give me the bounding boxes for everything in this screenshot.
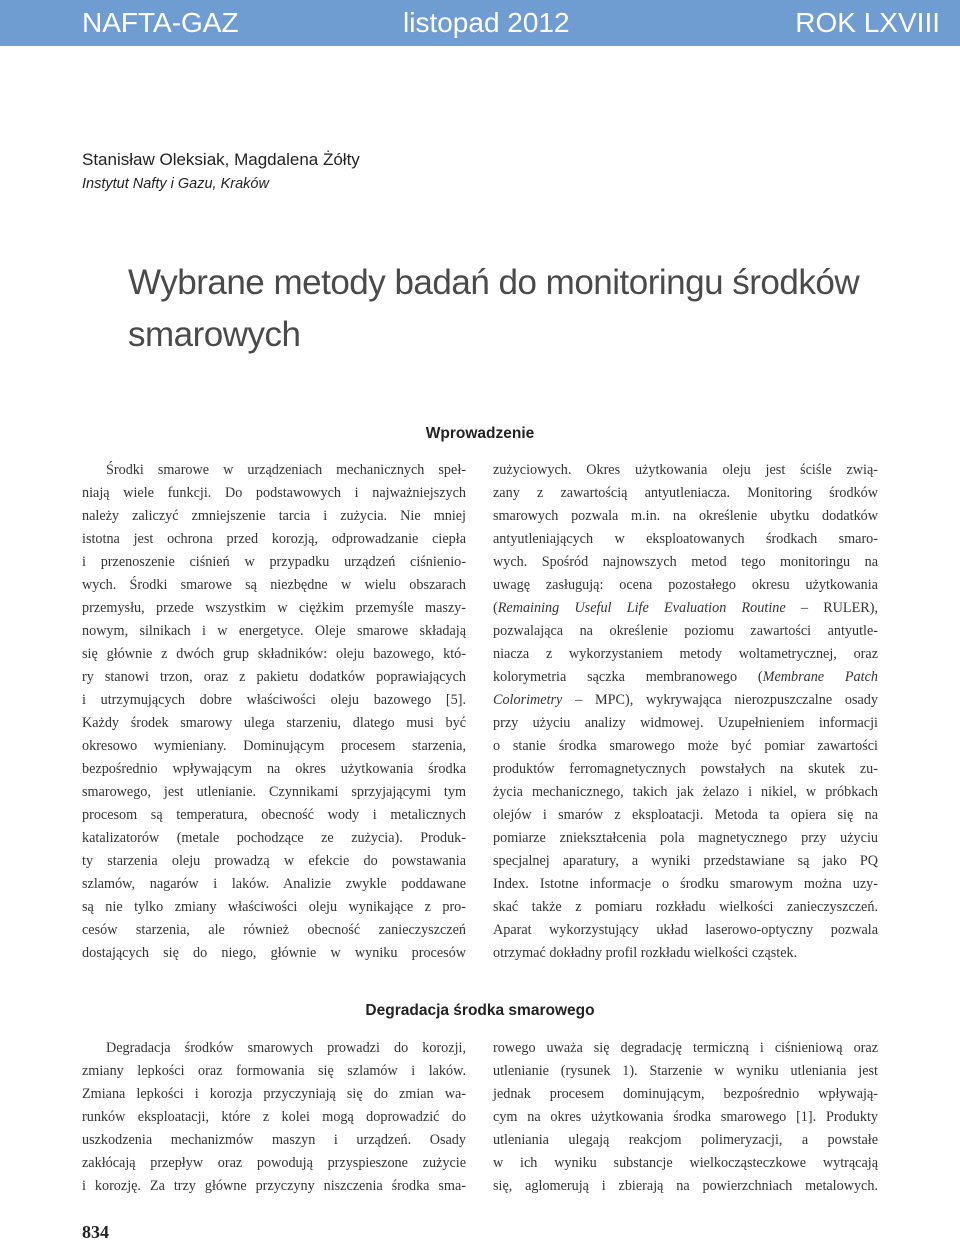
text-line: Index. Istotne informacje o środku smarowym można uzy- [493, 876, 878, 892]
text-line: katalizatorów (metale pochodzące ze zużycia). Produk- [82, 830, 466, 846]
emphasis-term: Remaining Useful Life Evaluation Routine [497, 600, 786, 616]
text-line: bezpośrednio wpływającym na okres użytkowania środka [82, 761, 466, 777]
text-line: ry stanowi trzon, oraz z pakietu dodatków poprawiających [82, 669, 466, 685]
article-title [128, 257, 908, 361]
text-line: zużyciowych. Okres użytkowania oleju jest ściśle zwią- [493, 462, 878, 478]
text-line: produktów ferromagnetycznych powstałych na skutek zu- [493, 761, 878, 777]
text-line: nowym, silnikach i w energetyce. Oleje smarowe składają [82, 623, 466, 639]
text-line: specjalnej aparatury, a wyniki przedstawiane są jako PQ [493, 853, 878, 869]
text-line: ty starzenia oleju prowadzą w efekcie do powstawania [82, 853, 466, 869]
text-line: jednak procesem dominującym, bezpośrednio wpływają- [493, 1086, 878, 1102]
text-line: przy użyciu analizy widmowej. Uzupełnieniem informacji [493, 715, 878, 731]
text-line: skać także z pomiaru rozkładu wielkości zanieczyszczeń. [493, 899, 878, 915]
text-line: wych. Spośród najnowszych metod tego monitoringu na [493, 554, 878, 570]
text-line: runków eksploatacji, które z kolei mogą doprowadzić do [82, 1109, 466, 1125]
intro-left-column [82, 459, 466, 965]
text-line: w ich wyniku substancje wielkocząsteczkowe wytrącają [493, 1155, 878, 1171]
text-line: istotna jest ochrona przed korozją, odprowadzanie ciepła [82, 531, 466, 547]
emphasis-term: Membrane Patch [762, 669, 878, 685]
text-fragment: – RULER), [785, 600, 878, 616]
text-line: utlenianie (rysunek 1). Starzenie w wyniku utleniania jest [493, 1063, 878, 1079]
text-line [493, 666, 878, 689]
text-line: smarowego, jest utlenianie. Czynnikami sprzyjającymi tym [82, 784, 466, 800]
text-line: okresowo wymieniany. Dominującym procesem starzenia, [82, 738, 466, 754]
text-line: procesom są temperatura, obecność wody i metalicznych [82, 807, 466, 823]
text-line [493, 597, 878, 620]
text-line: się głównie z dwóch grup składników: oleju bazowego, któ- [82, 646, 466, 662]
title-line: Wybrane metody badań do monitoringu środków [128, 263, 860, 302]
issue-date: listopad 2012 [403, 7, 570, 38]
text-line: pozwalająca na określenie poziomu zawartości antyutle- [493, 623, 878, 639]
text-line: smarowych pozwala m.in. na określenie ubytku dodatków [493, 508, 878, 524]
section-heading-intro: Wprowadzenie [425, 425, 535, 442]
text-line: o stanie środka smarowego może być pomiar zawartości [493, 738, 878, 754]
text-line: i korozję. Za trzy główne przyczyny niszczenia środka sma- [82, 1178, 466, 1194]
text-line: zany z zawartością antyutleniacza. Monitoring środków [493, 485, 878, 501]
text-line: dostających się do niego, głównie w wyniku procesów [82, 945, 466, 961]
text-fragment: ( [493, 600, 498, 616]
text-line: i przenoszenie ciśnień w przypadku urządzeń ciśnienio- [82, 554, 466, 570]
text-line: olejów i smarów z eksploatacji. Metoda ta opiera się na [493, 807, 878, 823]
text-line: cym na okres użytkowania środka smarowego [1]. Produkty [493, 1109, 878, 1125]
degradation-left-column [82, 1037, 466, 1198]
text-line [493, 689, 878, 712]
text-line: życia mechanicznego, takich jak żelazo i nikiel, w próbkach [493, 784, 878, 800]
text-line: pomiarze zniekształcenia pola magnetycznego przy użyciu [493, 830, 878, 846]
emphasis-term: Colorimetry [493, 692, 563, 708]
text-line: należy zaliczyć zmniejszenie tarcia i zużycia. Nie mniej [82, 508, 466, 524]
text-line: niacza z wykorzystaniem metody woltametrycznej, oraz [493, 646, 878, 662]
text-line: są nie tylko zmiany właściwości oleju wynikające z pro- [82, 899, 466, 915]
text-line: przemysłu, przede wszystkim w ciężkim przemyśle maszy- [82, 600, 466, 616]
text-line: się, aglomerują i zbierają na powierzchniach metalowych. [493, 1178, 878, 1194]
text-line: rowego uważa się degradację termiczną i ciśnieniową oraz [493, 1040, 878, 1056]
text-fragment: kolorymetria sączka membranowego ( [493, 669, 763, 685]
section-heading-degradation: Degradacja środka smarowego [365, 1002, 595, 1019]
volume-number: ROK LXVIII [795, 7, 940, 38]
degradation-right-column [493, 1037, 878, 1198]
text-line: niają wiele funkcji. Do podstawowych i najważniejszych [82, 485, 466, 501]
authors: Stanisław Oleksiak, Magdalena Żółty [82, 150, 360, 169]
text-fragment: – MPC), wykrywająca nierozpuszczalne osady [562, 692, 878, 708]
text-line: utleniania ulegają reakcjom polimeryzacji, a powstałe [493, 1132, 878, 1148]
text-line: cesów starzenia, ale również obecność zanieczyszczeń [82, 922, 466, 938]
text-line: zmiany lepkości oraz formowania się szlamów i laków. [82, 1063, 466, 1079]
text-line: otrzymać dokładny profil rozkładu wielkości cząstek. [493, 945, 798, 961]
journal-name: NAFTA-GAZ [82, 7, 239, 38]
text-line: szlamów, nagarów i laków. Analizie zwykle poddawane [82, 876, 466, 892]
intro-right-column [493, 459, 878, 965]
page-number: 834 [82, 1222, 109, 1242]
text-line: i utrzymujących dobre właściwości oleju bazowego [5]. [82, 692, 466, 708]
text-line: Każdy środek smarowy ulega starzeniu, dlatego musi być [82, 715, 466, 731]
journal-header-bar [0, 0, 960, 46]
text-line: Aparat wykorzystujący układ laserowo-optyczny pozwala [493, 922, 878, 938]
text-line: wych. Środki smarowe są niezbędne w wielu obszarach [82, 577, 466, 593]
text-line: antyutleniających w eksploatowanych środkach smaro- [493, 531, 878, 547]
text-line: zakłócają przepływ oraz powodują przyspieszone zużycie [82, 1155, 466, 1171]
text-line: uszkodzenia mechanizmów maszyn i urządzeń. Osady [82, 1132, 466, 1148]
institute: Instytut Nafty i Gazu, Kraków [82, 176, 269, 192]
text-line: Degradacja środków smarowych prowadzi do korozji, [106, 1040, 466, 1056]
text-line: Zmiana lepkości i korozja przyczyniają się do zmian wa- [82, 1086, 466, 1102]
text-line: Środki smarowe w urządzeniach mechanicznych speł- [106, 462, 466, 478]
title-line: smarowych [128, 315, 301, 354]
text-line: uwagę zasługują: ocena pozostałego okresu użytkowania [493, 577, 878, 593]
